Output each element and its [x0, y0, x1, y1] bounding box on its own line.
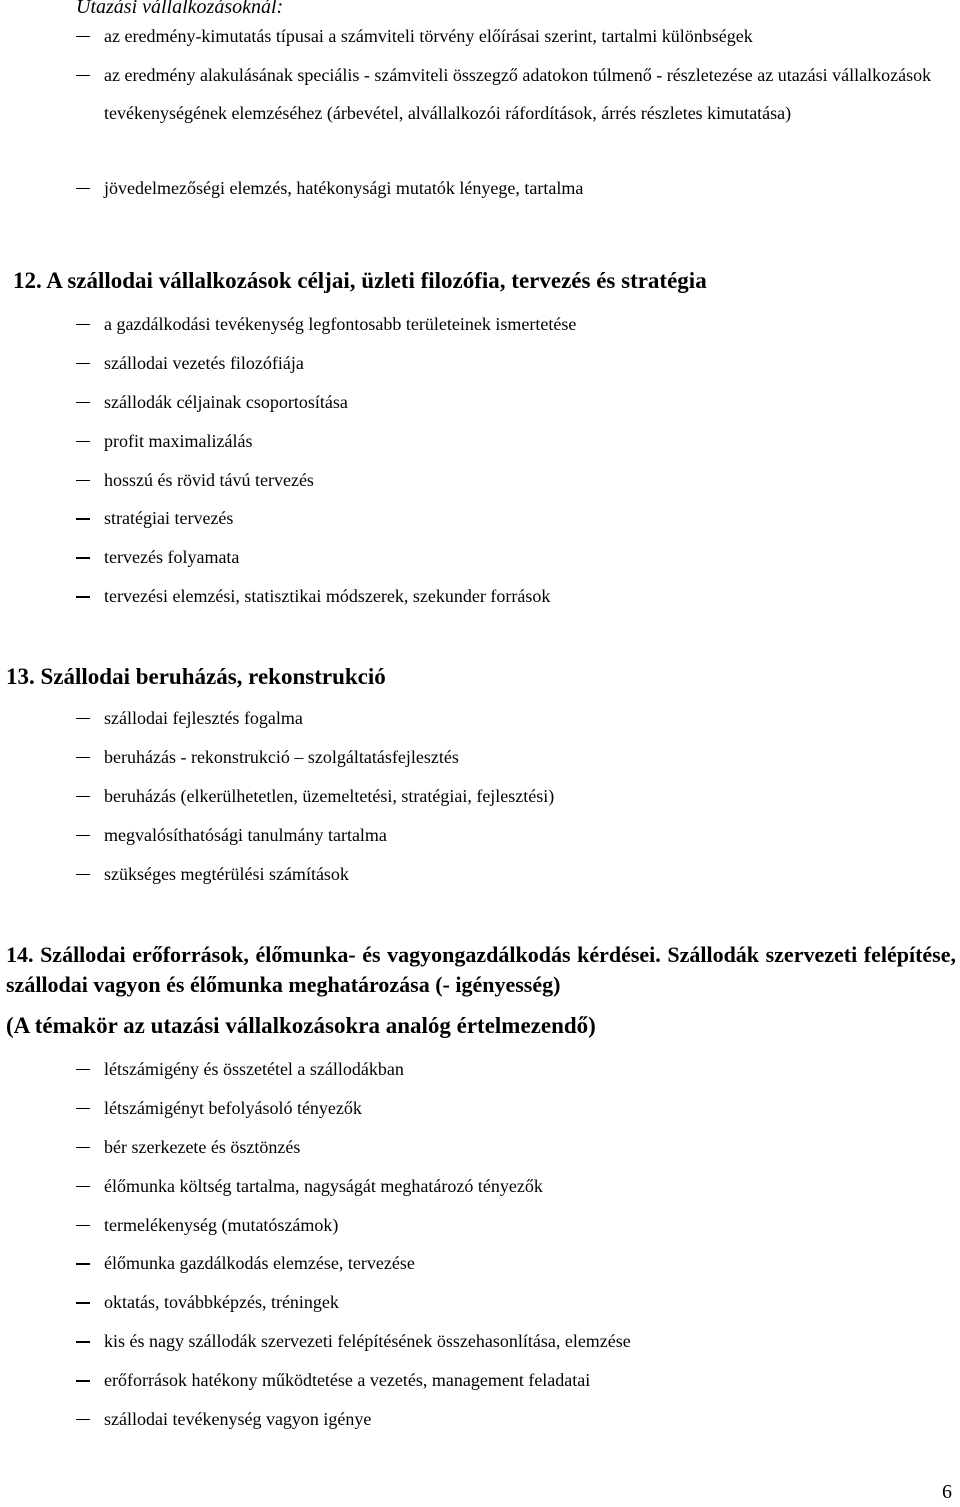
section-12-heading: 12. A szállodai vállalkozások céljai, üzleti filozófia, tervezés és stratégia — [13, 268, 707, 293]
dash-bullet — [76, 1263, 90, 1264]
dash-bullet — [76, 1186, 90, 1187]
section-12-list — [0, 315, 960, 626]
dash-bullet — [76, 835, 90, 836]
dash-bullet — [76, 402, 90, 403]
list-item: megvalósíthatósági tanulmány tartalma — [0, 826, 960, 845]
list-item: létszámigényt befolyásoló tényezők — [0, 1099, 960, 1118]
dash-bullet — [76, 757, 90, 758]
list-item: bér szerkezete és ösztönzés — [0, 1138, 960, 1157]
dash-bullet — [76, 1341, 90, 1342]
dash-bullet — [76, 796, 90, 797]
page-number: 6 — [942, 1481, 952, 1503]
intro-heading: Utazási vállalkozásoknál: — [76, 0, 284, 18]
list-item: kis és nagy szállodák szervezeti felépítésének összehasonlítása, elemzése — [0, 1332, 960, 1351]
list-item: erőforrások hatékony működtetése a vezetés, management feladatai — [0, 1371, 960, 1390]
list-item: jövedelmezőségi elemzés, hatékonysági mutatók lényege, tartalma — [0, 179, 960, 198]
list-item: termelékenység (mutatószámok) — [0, 1216, 960, 1235]
dash-bullet — [76, 363, 90, 364]
list-item: stratégiai tervezés — [0, 509, 960, 528]
dash-bullet — [76, 188, 90, 189]
list-item: tervezési elemzési, statisztikai módszerek, szekunder források — [0, 587, 960, 606]
list-item: szállodai vezetés filozófiája — [0, 354, 960, 373]
dash-bullet — [76, 518, 90, 519]
list-item: szállodai tevékenység vagyon igénye — [0, 1410, 960, 1429]
dash-bullet — [76, 874, 90, 875]
dash-bullet — [76, 718, 90, 719]
section-14-list — [0, 1060, 960, 1449]
dash-bullet — [76, 324, 90, 325]
dash-bullet — [76, 1069, 90, 1070]
list-item: szükséges megtérülési számítások — [0, 865, 960, 884]
dash-bullet — [76, 480, 90, 481]
list-item: élőmunka költség tartalma, nagyságát meghatározó tényezők — [0, 1177, 960, 1196]
list-item: hosszú és rövid távú tervezés — [0, 471, 960, 490]
list-item: profit maximalizálás — [0, 432, 960, 451]
intro-list-last — [0, 179, 960, 198]
dash-bullet — [76, 557, 90, 558]
dash-bullet — [76, 1225, 90, 1226]
list-item: oktatás, továbbképzés, tréningek — [0, 1293, 960, 1312]
list-item: létszámigény és összetétel a szállodákban — [0, 1060, 960, 1079]
list-item: élőmunka gazdálkodás elemzése, tervezése — [0, 1254, 960, 1273]
document-page: Utazási vállalkozásoknál: az eredmény-kimutatás típusai a számviteli törvény előírásai szerint, tartalmi különbségek az eredmény alakulásának speciális - számviteli összegző adatokon túlmenő - részletezése az utazási vállalkozások tevékenységének elemzéséhez (árbevétel, alvállalkozói ráfordítások, árrés részletes kimutatása) jövedelmezőségi elemzés, hatékonysági mutatók lényege, tartalma 12. A szállodai vállalkozások céljai, üzleti filozófia, tervezés és stratégia a gazdálkodási tevékenység legfontosabb területeinek ismertetése szállodai vezetés filozófiája szállodák céljainak csoportosítása profit maximalizálás hosszú és rövid távú tervezés stratégiai tervezés tervezés folyamata tervezési elemzési, statisztikai módszerek, szekunder források 13. Szállodai beruházás, rekonstrukció szállodai fejlesztés fogalma beruházás - rekonstrukció – szolgáltatásfejlesztés beruházás (elkerülhetetlen, üzemeltetési, stratégiai, fejlesztési) megvalósíthatósági tanulmány tartalma szükséges megtérülési számítások 14. Szállodai erőforrások, élőmunka- és vagyongazdálkodás kérdései. Szállodák szervezeti felépítése, szállodai vagyon és élőmunka meghatározása (- igényesség) (A témakör az utazási vállalkozásokra analóg értelmezendő) létszámigény és összetétel a szállodákban létszámigényt befolyásoló tényezők bér szerkezete és ösztönzés élőmunka költség tartalma, nagyságát meghatározó tényezők termelékenység (mutatószámok) élőmunka gazdálkodás elemzése, tervezése oktatás, továbbképzés, tréningek kis és nagy szállodák szervezeti felépítésének összehasonlítása, elemzése erőforrások hatékony működtetése a vezetés, management feladatai szállodai tevékenység vagyon igénye 6 — [0, 0, 960, 1507]
dash-bullet — [76, 1419, 90, 1420]
dash-bullet — [76, 36, 90, 37]
dash-bullet — [76, 1147, 90, 1148]
dash-bullet — [76, 1302, 90, 1303]
dash-bullet — [76, 1380, 90, 1381]
list-item: beruházás (elkerülhetetlen, üzemeltetési, stratégiai, fejlesztési) — [0, 787, 960, 806]
section-13-heading: 13. Szállodai beruházás, rekonstrukció — [6, 664, 386, 689]
list-item: szállodák céljainak csoportosítása — [0, 393, 960, 412]
list-item: tervezés folyamata — [0, 548, 960, 567]
list-item: beruházás - rekonstrukció – szolgáltatásfejlesztés — [0, 748, 960, 767]
list-item: szállodai fejlesztés fogalma — [0, 709, 960, 728]
section-13-list — [0, 709, 960, 903]
list-item: a gazdálkodási tevékenység legfontosabb területeinek ismertetése — [0, 315, 960, 334]
intro-list — [0, 27, 960, 46]
list-item: az eredmény-kimutatás típusai a számviteli törvény előírásai szerint, tartalmi különbségek — [0, 27, 960, 46]
dash-bullet — [76, 75, 90, 76]
section-14-heading: 14. Szállodai erőforrások, élőmunka- és vagyongazdálkodás kérdései. Szállodák szervezeti felépítése, szállodai vagyon és élőmunka meghatározása (- igényesség) — [6, 942, 956, 997]
section-14-subheading: (A témakör az utazási vállalkozásokra analóg értelmezendő) — [6, 1013, 596, 1038]
dash-bullet — [76, 596, 90, 597]
dash-bullet — [76, 1108, 90, 1109]
dash-bullet — [76, 441, 90, 442]
